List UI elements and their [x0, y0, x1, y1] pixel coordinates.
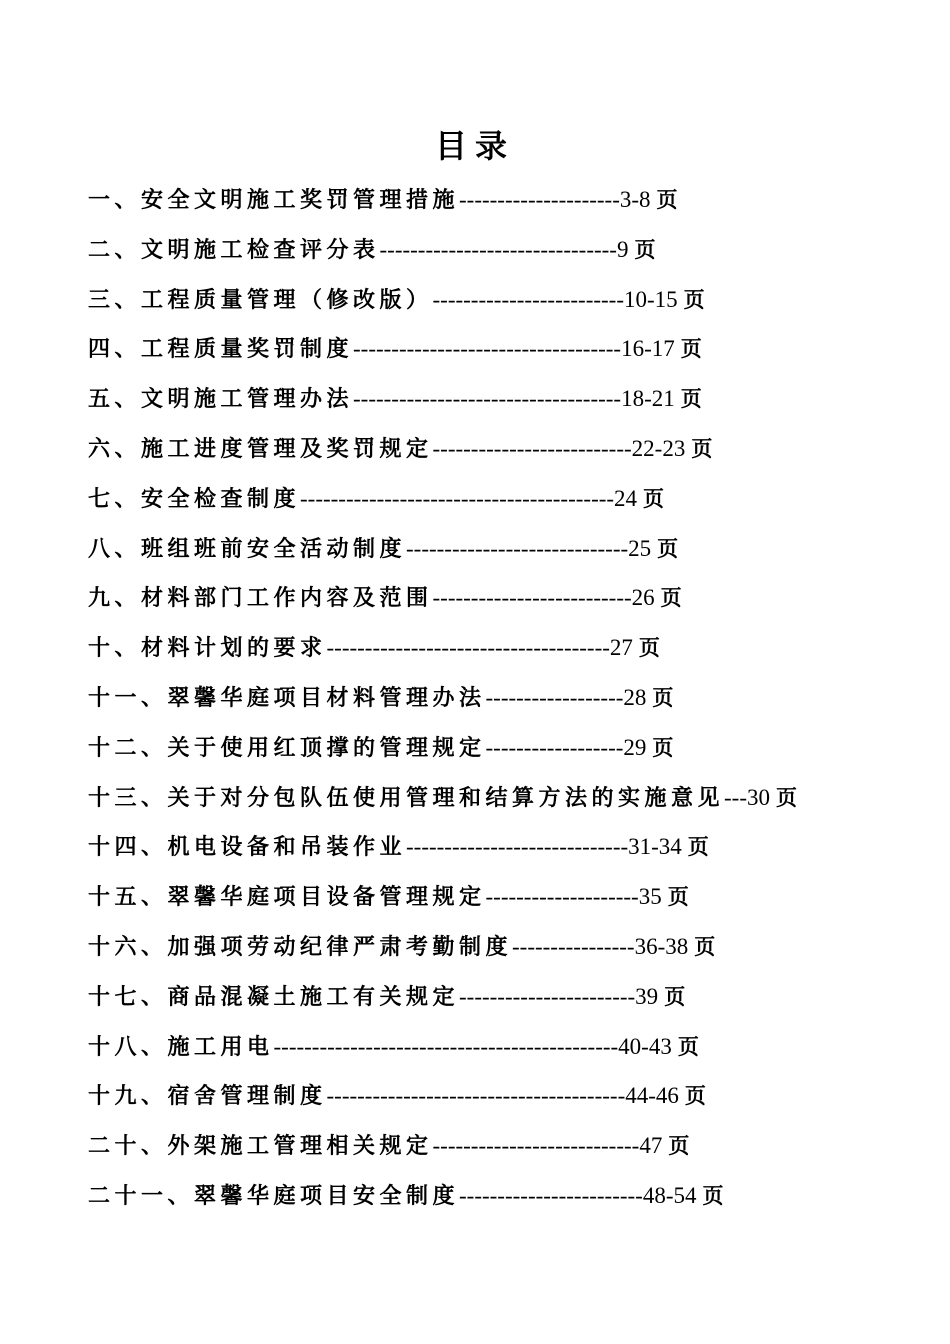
- toc-entry: [88, 529, 888, 579]
- toc-leader-pages: ------------------------48-54: [459, 1182, 697, 1208]
- toc-entry: [88, 180, 888, 230]
- toc-entry: [88, 977, 888, 1027]
- toc-entry: [88, 827, 888, 877]
- page-suffix: 页: [652, 684, 674, 710]
- toc-leader-pages: -------------------------10-15: [432, 286, 678, 312]
- page-suffix: 页: [680, 386, 702, 412]
- page-suffix: 页: [680, 336, 702, 362]
- toc-entry-text: 十六、加强项劳动纪律严肃考勤制度: [88, 933, 513, 960]
- toc-leader-pages: --------------------------26: [432, 585, 655, 611]
- toc-entry-text: 十二、关于使用红顶撑的管理规定: [88, 734, 486, 761]
- page-suffix: 页: [667, 884, 689, 910]
- toc-entry-text: 七、安全检查制度: [88, 485, 301, 512]
- page-suffix: 页: [691, 435, 713, 461]
- toc-entry: [88, 1027, 888, 1077]
- toc-entry-text: 十七、商品混凝土施工有关规定: [88, 983, 460, 1010]
- toc-leader-pages: -------------------------------9: [379, 236, 629, 262]
- page-suffix: 页: [677, 1033, 699, 1059]
- toc-entry-text: 十四、机电设备和吊装作业: [88, 834, 407, 861]
- toc-entry-text: 二十一、翠馨华庭项目安全制度: [88, 1182, 460, 1209]
- toc-leader-pages: -----------------------------------16-17: [353, 336, 675, 362]
- toc-entry-text: 八、班组班前安全活动制度: [88, 535, 407, 562]
- toc-entry-text: 十九、宿舍管理制度: [88, 1083, 327, 1110]
- page-suffix: 页: [668, 1133, 690, 1159]
- toc-leader-pages: -------------------------------------27: [326, 635, 633, 661]
- toc-leader-pages: ------------------29: [485, 734, 647, 760]
- toc-entry: [88, 429, 888, 479]
- toc-entry-text: 六、施工进度管理及奖罚规定: [88, 435, 433, 462]
- toc-leader-pages: --------------------------22-23: [432, 435, 686, 461]
- toc-entry-text: 五、文明施工管理办法: [88, 386, 354, 413]
- toc-entry: [88, 778, 888, 828]
- toc-entry-text: 十一、翠馨华庭项目材料管理办法: [88, 684, 486, 711]
- toc-leader-pages: ---30: [724, 784, 770, 810]
- toc-entry-text: 四、工程质量奖罚制度: [88, 336, 354, 363]
- toc-leader-pages: -----------------------39: [459, 983, 659, 1009]
- page-suffix: 页: [684, 1083, 706, 1109]
- page-suffix: 页: [683, 286, 705, 312]
- toc-leader-pages: ----------------36-38: [512, 933, 689, 959]
- toc-entry-text: 十三、关于对分包队伍使用管理和结算方法的实施意见: [88, 784, 725, 811]
- toc-leader-pages: ------------------28: [485, 684, 647, 710]
- toc-leader-pages: ---------------------------47: [432, 1133, 663, 1159]
- toc-entry: [88, 578, 888, 628]
- page-suffix: 页: [694, 933, 716, 959]
- page-suffix: 页: [652, 734, 674, 760]
- page-suffix: 页: [660, 585, 682, 611]
- toc-leader-pages: -----------------------------31-34: [406, 834, 682, 860]
- toc-entry: [88, 927, 888, 977]
- toc-entry: [88, 1126, 888, 1176]
- table-of-contents: [88, 180, 888, 1226]
- toc-leader-pages: -----------------------------25: [406, 535, 652, 561]
- toc-leader-pages: ---------------------3-8: [459, 187, 651, 212]
- toc-title: 目录: [434, 127, 515, 165]
- toc-entry-text: 一、安全文明施工奖罚管理措施: [88, 187, 460, 213]
- toc-entry: [88, 678, 888, 728]
- toc-entry: [88, 280, 888, 330]
- toc-entry: [88, 1176, 888, 1226]
- page-suffix: 页: [656, 187, 678, 212]
- page-suffix: 页: [657, 535, 679, 561]
- toc-entry: [88, 379, 888, 429]
- toc-entry-text: 九、材料部门工作内容及范围: [88, 585, 433, 612]
- toc-entry: [88, 1076, 888, 1126]
- toc-entry: [88, 728, 888, 778]
- toc-entry: [88, 479, 888, 529]
- page-suffix: 页: [664, 983, 686, 1009]
- page-suffix: 页: [638, 635, 660, 661]
- toc-entry: [88, 230, 888, 280]
- toc-leader-pages: ---------------------------------------------40-43: [273, 1033, 672, 1059]
- page-suffix: 页: [702, 1182, 724, 1208]
- page-suffix: 页: [687, 834, 709, 860]
- toc-entry-text: 十五、翠馨华庭项目设备管理规定: [88, 884, 486, 911]
- toc-leader-pages: --------------------35: [485, 884, 662, 910]
- page-suffix: 页: [776, 784, 797, 810]
- toc-leader-pages: -----------------------------------18-21: [353, 386, 675, 412]
- toc-entry: [88, 877, 888, 927]
- toc-entry-text: 三、工程质量管理（修改版）: [88, 286, 433, 313]
- toc-entry: [88, 628, 888, 678]
- page-suffix: 页: [643, 485, 665, 511]
- toc-leader-pages: -----------------------------------------24: [300, 485, 638, 511]
- toc-entry: [88, 329, 888, 379]
- page-suffix: 页: [634, 236, 656, 262]
- toc-entry-text: 二十、外架施工管理相关规定: [88, 1133, 433, 1160]
- toc-leader-pages: ---------------------------------------44-46: [326, 1083, 679, 1109]
- toc-entry-text: 二、文明施工检查评分表: [88, 236, 380, 263]
- toc-entry-text: 十八、施工用电: [88, 1033, 274, 1060]
- toc-entry-text: 十、材料计划的要求: [88, 635, 327, 662]
